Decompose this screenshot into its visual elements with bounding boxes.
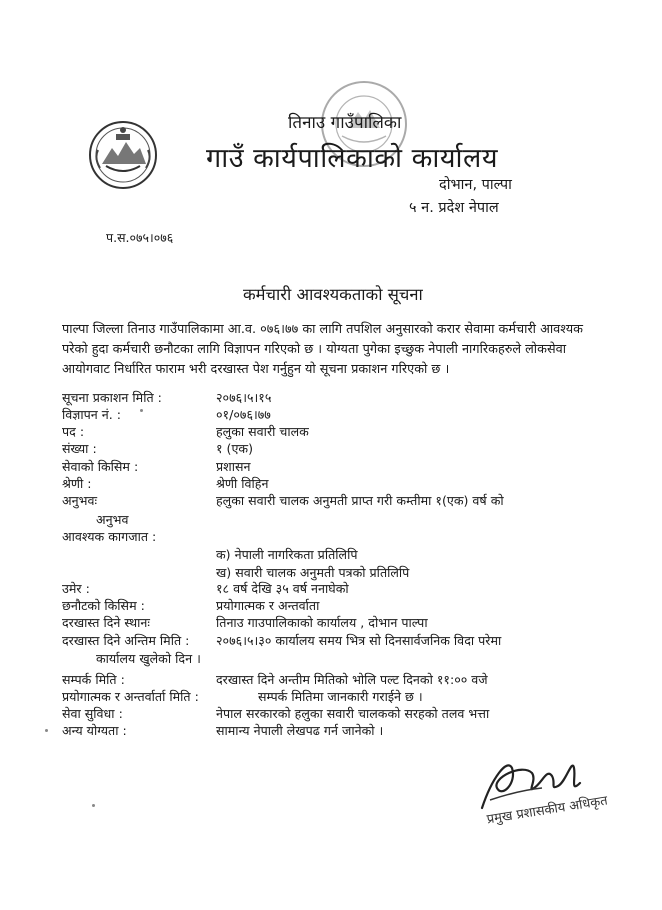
facility-value: नेपाल सरकारको हलुका सवारी चालकको सरहको तलव भत्ता: [216, 706, 490, 721]
post-label: पद :: [62, 424, 85, 439]
age-label: उमेर :: [62, 581, 90, 596]
experience-value: हलुका सवारी चालक अनुमती प्राप्त गरी कम्तीमा १(एक) वर्ष को: [216, 493, 504, 508]
office-title: गाउँ कार्यपालिकाको कार्यालय: [206, 143, 498, 174]
handwritten-signature-icon: [462, 738, 602, 838]
intro-line-3: आयोगवाट निर्धारित फाराम भरी दरखास्त पेश गर्नुहुन यो सूचना प्रकाशन गरिएको छ ।: [62, 362, 450, 377]
deadline-label: दरखास्त दिने अन्तिम मिति :: [62, 633, 190, 648]
scan-speck: [92, 804, 95, 807]
selection-value: प्रयोगात्मक र अन्तर्वाता: [216, 598, 320, 613]
scan-speck: [45, 729, 48, 732]
service-value: प्रशासन: [216, 459, 251, 474]
contact-label: सम्पर्क मिति :: [62, 672, 125, 687]
count-value: १ (एक): [216, 441, 254, 456]
deadline-value-cont: कार्यालय खुलेको दिन ।: [96, 651, 201, 666]
age-value: १८ वर्ष देखि ३५ वर्ष ननाघेको: [216, 581, 349, 596]
experience-value-cont: अनुभव: [96, 512, 129, 527]
count-label: संख्या :: [62, 441, 97, 456]
facility-label: सेवा सुविधा :: [62, 706, 123, 721]
level-value: श्रेणी विहिन: [216, 476, 269, 491]
document-1: क) नेपाली नागरिकता प्रतिलिपि: [216, 547, 358, 562]
intro-line-2: परेको हुदा कर्मचारी छनौटका लागि विज्ञापन गरिएको छ । योग्यता पुगेका इच्छुक नेपाली नागरिकहरुले लोकसेवा: [62, 342, 567, 357]
intro-line-1: पाल्पा जिल्ला तिनाउ गाउँपालिकामा आ.व. ०७६।७७ का लागि तपशिल अनुसारको करार सेवामा कर्मचारी आवश्यक: [62, 322, 583, 337]
publish-date-value: २०७६।५।१५: [216, 390, 272, 405]
address-line-1: दोभान, पाल्पा: [439, 177, 512, 193]
reference-number: प.स.०७५।०७६: [106, 230, 174, 245]
exam-date-value: सम्पर्क मितिमा जानकारी गराईने छ ।: [258, 689, 423, 704]
scan-speck: [140, 409, 143, 412]
contact-value: दरखास्त दिने अन्तीम मितिको भोलि पल्ट दिनको ११:०० वजे: [216, 672, 488, 687]
apply-place-value: तिनाउ गाउपालिकाको कार्यालय , दोभान पाल्पा: [216, 615, 428, 630]
notice-title: कर्मचारी आवश्यकताको सूचना: [243, 285, 423, 304]
officer-stamp: प्रमुख प्रशासकीय अधिकृत: [485, 793, 609, 828]
experience-label: अनुभवः: [62, 493, 98, 508]
address-line-2: ५ न. प्रदेश नेपाल: [409, 200, 499, 216]
ad-no-value: ०१/०७६।७७: [216, 407, 271, 422]
publish-date-label: सूचना प्रकाशन मिति :: [62, 390, 162, 405]
post-value: हलुका सवारी चालक: [216, 424, 309, 439]
apply-place-label: दरखास्त दिने स्थानः: [62, 615, 150, 630]
level-label: श्रेणी :: [62, 476, 92, 491]
ad-no-label: विज्ञापन नं. :: [62, 407, 121, 422]
exam-date-label: प्रयोगात्मक र अन्तर्वार्ता मिति :: [62, 689, 199, 704]
service-label: सेवाको किसिम :: [62, 459, 139, 474]
other-value: सामान्य नेपाली लेखपढ गर्न जानेको ।: [216, 723, 384, 738]
document-2: ख) सवारी चालक अनुमती पत्रको प्रतिलिपि: [216, 565, 410, 580]
office-name: तिनाउ गाउँपालिका: [288, 113, 402, 133]
nepal-emblem-icon: [88, 120, 158, 190]
selection-label: छनौटको किसिम :: [62, 598, 145, 613]
other-label: अन्य योग्यता :: [62, 723, 127, 738]
documents-label: आवश्यक कागजात :: [62, 529, 157, 544]
deadline-value: २०७६।५।३० कार्यालय समय भित्र सो दिनसार्वजनिक विदा परेमा: [216, 633, 502, 648]
